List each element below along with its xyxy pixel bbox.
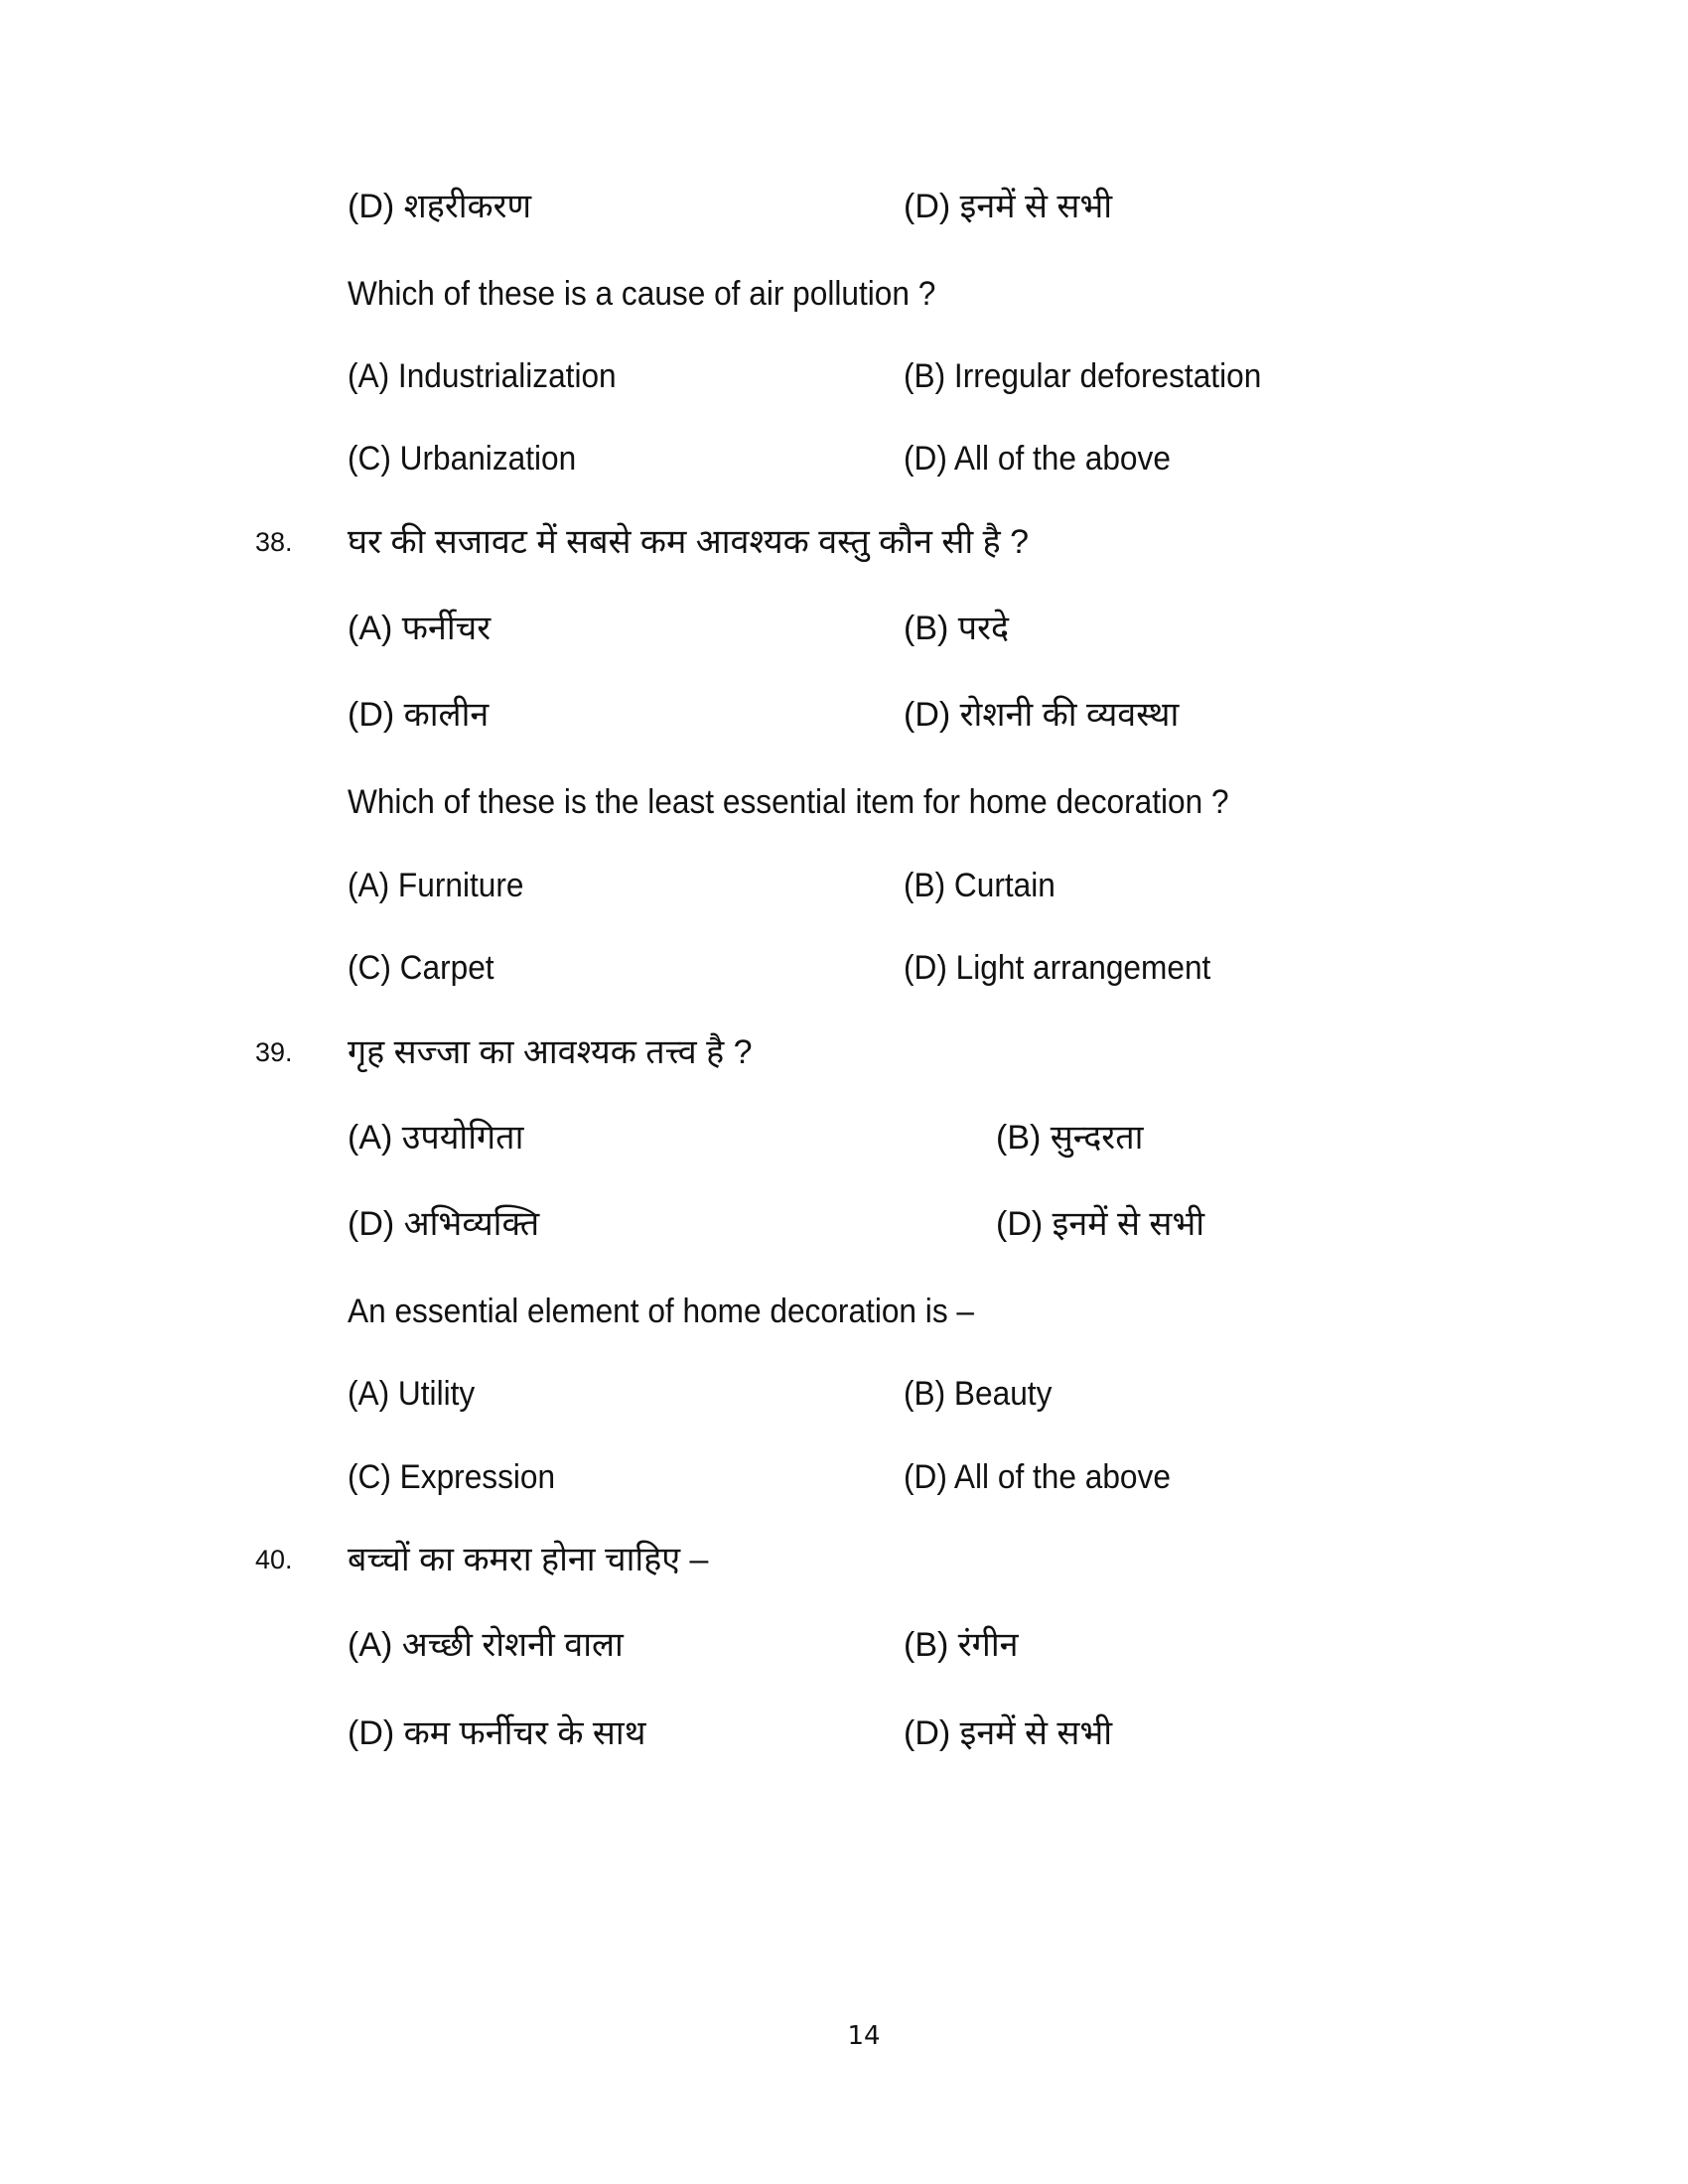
option-hindi-b: (B) सुन्दरता <box>996 1119 1144 1157</box>
question-hindi-text: घर की सजावट में सबसे कम आवश्यक वस्तु कौन सी है ? <box>348 523 1030 561</box>
option-hindi-d: (D) कालीन <box>348 696 490 734</box>
option-hindi-a: (A) फर्नीचर <box>348 610 492 647</box>
question-english-text: Which of these is the least essential item for home decoration ? <box>348 783 1229 821</box>
option-english-c: (C) Expression <box>348 1458 556 1496</box>
question-english-text: An essential element of home decoration is – <box>348 1293 975 1330</box>
option-english-a: (A) Utility <box>348 1375 476 1413</box>
option-english-b: (B) Curtain <box>904 867 1055 904</box>
question-hindi-text: गृह सज्जा का आवश्यक तत्त्व है ? <box>348 1033 753 1071</box>
option-english-b: (B) Beauty <box>904 1375 1053 1413</box>
option-hindi-d: (D) रोशनी की व्यवस्था <box>904 696 1180 734</box>
option-hindi-d: (D) अभिव्यक्ति <box>348 1205 540 1243</box>
question-hindi-text: बच्चों का कमरा होना चाहिए – <box>348 1541 709 1578</box>
option-hindi-d: (D) कम फर्नीचर के साथ <box>348 1714 646 1752</box>
option-english-d: (D) All of the above <box>904 440 1171 478</box>
option-english-c: (C) Carpet <box>348 949 494 987</box>
option-hindi-b: (B) रंगीन <box>904 1626 1019 1664</box>
question-number: 40. <box>255 1545 293 1574</box>
option-english-b: (B) Irregular deforestation <box>904 357 1262 395</box>
question-english-text: Which of these is a cause of air pollution ? <box>348 275 936 313</box>
option-hindi-a: (A) अच्छी रोशनी वाला <box>348 1626 624 1664</box>
option-english-c: (C) Urbanization <box>348 440 577 478</box>
option-hindi-b: (B) परदे <box>904 610 1010 647</box>
page-number: 14 <box>847 2021 881 2051</box>
question-number: 39. <box>255 1037 293 1067</box>
option-english-d: (D) Light arrangement <box>904 949 1211 987</box>
option-english-a: (A) Furniture <box>348 867 524 904</box>
option-hindi-d: (D) इनमें से सभी <box>904 1714 1113 1752</box>
option-hindi-d: (D) शहरीकरण <box>348 188 532 225</box>
option-hindi-d: (D) इनमें से सभी <box>904 188 1113 225</box>
option-hindi-d: (D) इनमें से सभी <box>996 1205 1205 1243</box>
question-number: 38. <box>255 527 293 557</box>
option-hindi-a: (A) उपयोगिता <box>348 1119 524 1157</box>
option-english-d: (D) All of the above <box>904 1458 1171 1496</box>
option-english-a: (A) Industrialization <box>348 357 617 395</box>
